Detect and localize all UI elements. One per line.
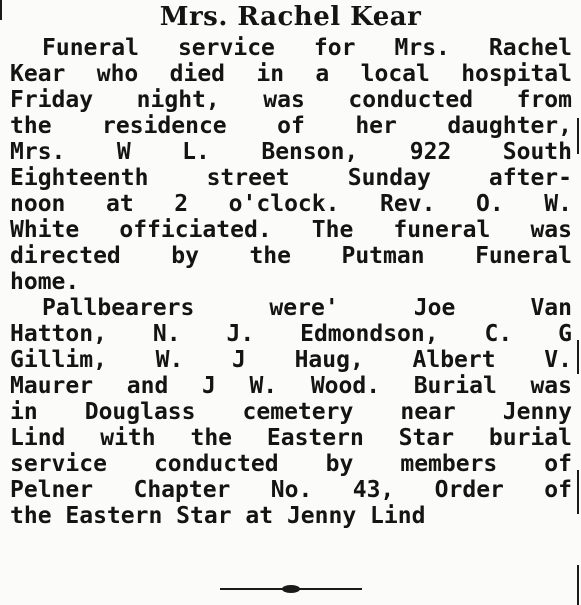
article-line: Eighteenth street Sunday after- (10, 165, 572, 191)
article-headline: Mrs. Rachel Kear (159, 2, 422, 32)
article-line: noon at 2 o'clock. Rev. O. W. (10, 191, 572, 217)
article-line: Funeral service for Mrs. Rachel (42, 35, 572, 61)
column-rule-mark (577, 565, 579, 605)
article-line: Pallbearers were' Joe Van (42, 295, 572, 321)
article-line: the Eastern Star at Jenny Lind (10, 503, 426, 529)
article-line: service conducted by members of (10, 451, 572, 477)
article-line: Gillim, W. J Haug, Albert V. (10, 347, 572, 373)
article-line: in Douglass cemetery near Jenny (10, 399, 572, 425)
article-line: White officiated. The funeral was (10, 217, 572, 243)
article-line: Maurer and J W. Wood. Burial was (10, 373, 572, 399)
column-rule-mark (577, 118, 579, 154)
article-line: Kear who died in a local hospital (10, 61, 572, 87)
column-rule-mark (577, 470, 579, 514)
article-line: Pelner Chapter No. 43, Order of (10, 477, 572, 503)
article-line: Lind with the Eastern Star burial (10, 425, 572, 451)
article-line: home. (10, 269, 80, 295)
article-line: Mrs. W L. Benson, 922 South (10, 139, 572, 165)
article-line: Hatton, N. J. Edmondson, C. G (10, 321, 572, 347)
article-line: directed by the Putman Funeral (10, 243, 572, 269)
article-line: Friday night, was conducted from (10, 87, 572, 113)
article-end-ornament (282, 585, 300, 593)
column-rule-mark (577, 340, 579, 374)
article-line: the residence of her daughter, (10, 113, 572, 139)
